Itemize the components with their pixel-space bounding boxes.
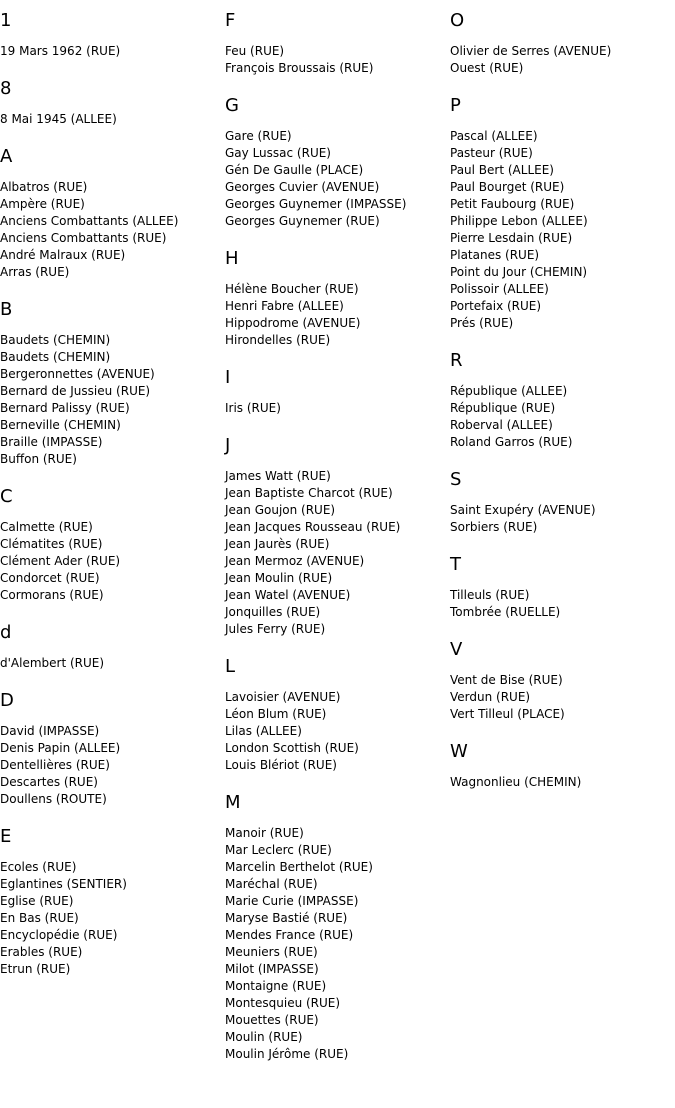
letter-group [0, 690, 220, 808]
street-link[interactable]: Verdun (RUE) [450, 690, 531, 704]
street-link[interactable]: Gay Lussac (RUE) [225, 146, 331, 160]
street-link[interactable]: Bernard de Jussieu (RUE) [0, 384, 151, 398]
letter-group [450, 469, 670, 536]
street-link[interactable]: Anciens Combattants (RUE) [0, 231, 167, 245]
street-link[interactable]: Jules Ferry (RUE) [225, 622, 326, 636]
letter-group [0, 299, 220, 468]
letter-group [225, 10, 445, 77]
street-link[interactable]: Portefaix (RUE) [450, 299, 542, 313]
street-link[interactable]: Berneville (CHEMIN) [0, 418, 121, 432]
letter-group [450, 741, 670, 791]
index-column [450, 10, 670, 809]
street-link[interactable]: Tombrée (RUELLE) [450, 605, 561, 619]
letter-group [450, 639, 670, 723]
letter-heading: C [0, 486, 13, 507]
street-link[interactable]: Moulin (RUE) [225, 1030, 303, 1044]
street-link[interactable]: 8 Mai 1945 (ALLEE) [0, 112, 117, 126]
street-link[interactable]: Bernard Palissy (RUE) [0, 401, 130, 415]
street-link[interactable]: Jean Goujon (RUE) [225, 503, 336, 517]
street-link[interactable]: Platanes (RUE) [450, 248, 540, 262]
letter-heading: V [450, 639, 463, 660]
street-link[interactable]: Jean Jaurès (RUE) [225, 537, 330, 551]
letter-group [450, 95, 670, 332]
street-link[interactable]: Paul Bourget (RUE) [450, 180, 565, 194]
letter-heading: F [225, 10, 236, 31]
letter-heading: E [0, 826, 12, 847]
letter-group [0, 10, 220, 60]
street-link[interactable]: Sorbiers (RUE) [450, 520, 538, 534]
street-link[interactable]: Jean Watel (AVENUE) [225, 588, 351, 602]
street-link[interactable]: Anciens Combattants (ALLEE) [0, 214, 179, 228]
street-link[interactable]: Georges Guynemer (RUE) [225, 214, 380, 228]
street-link[interactable]: Pasteur (RUE) [450, 146, 533, 160]
street-link[interactable]: Ouest (RUE) [450, 61, 524, 75]
street-link[interactable]: Dentellières (RUE) [0, 758, 110, 772]
street-link[interactable]: Eglise (RUE) [0, 894, 74, 908]
letter-group [225, 435, 445, 638]
letter-group [0, 146, 220, 281]
street-link[interactable]: Jean Moulin (RUE) [225, 571, 333, 585]
street-link[interactable]: Marie Curie (IMPASSE) [225, 894, 359, 908]
street-link[interactable]: République (ALLEE) [450, 384, 568, 398]
street-link[interactable]: Georges Guynemer (IMPASSE) [225, 197, 407, 211]
street-link[interactable]: Encyclopédie (RUE) [0, 928, 118, 942]
letter-heading: A [0, 146, 13, 167]
letter-group [450, 350, 670, 451]
street-link[interactable]: Feu (RUE) [225, 44, 285, 58]
index-column [0, 10, 220, 996]
letter-heading: H [225, 248, 239, 269]
street-link[interactable]: Jean Baptiste Charcot (RUE) [225, 486, 393, 500]
street-link[interactable]: Hippodrome (AVENUE) [225, 316, 361, 330]
letter-heading: 1 [0, 10, 12, 31]
street-link[interactable]: Lavoisier (AVENUE) [225, 690, 341, 704]
street-link[interactable]: Denis Papin (ALLEE) [0, 741, 121, 755]
street-link[interactable]: Philippe Lebon (ALLEE) [450, 214, 588, 228]
street-link[interactable]: Moulin Jérôme (RUE) [225, 1047, 349, 1061]
street-link[interactable]: 19 Mars 1962 (RUE) [0, 44, 121, 58]
letter-group [225, 248, 445, 349]
street-link[interactable]: Mar Leclerc (RUE) [225, 843, 332, 857]
letter-group [225, 367, 445, 417]
index-column [225, 10, 445, 1081]
street-link[interactable]: Montesquieu (RUE) [225, 996, 341, 1010]
letter-heading: G [225, 95, 239, 116]
street-link[interactable]: Georges Cuvier (AVENUE) [225, 180, 380, 194]
street-link[interactable]: Descartes (RUE) [0, 775, 98, 789]
letter-heading: L [225, 656, 236, 677]
street-link[interactable]: d'Alembert (RUE) [0, 656, 105, 670]
street-link[interactable]: En Bas (RUE) [0, 911, 79, 925]
street-link[interactable]: Pierre Lesdain (RUE) [450, 231, 573, 245]
street-link[interactable]: François Broussais (RUE) [225, 61, 374, 75]
letter-heading: S [450, 469, 462, 490]
street-link[interactable]: Ampère (RUE) [0, 197, 85, 211]
street-link[interactable]: Roland Garros (RUE) [450, 435, 573, 449]
street-link[interactable]: Ecoles (RUE) [0, 860, 77, 874]
street-link[interactable]: Cormorans (RUE) [0, 588, 104, 602]
street-link[interactable]: Iris (RUE) [225, 401, 281, 415]
street-link[interactable]: Albatros (RUE) [0, 180, 88, 194]
street-link[interactable]: Point du Jour (CHEMIN) [450, 265, 588, 279]
street-link[interactable]: République (RUE) [450, 401, 556, 415]
street-link[interactable]: Tilleuls (RUE) [450, 588, 530, 602]
street-link[interactable]: Wagnonlieu (CHEMIN) [450, 775, 582, 789]
street-link[interactable]: Meuniers (RUE) [225, 945, 318, 959]
street-link[interactable]: Roberval (ALLEE) [450, 418, 553, 432]
street-link[interactable]: André Malraux (RUE) [0, 248, 126, 262]
street-link[interactable]: Maryse Bastié (RUE) [225, 911, 348, 925]
letter-heading: W [450, 741, 468, 762]
letter-group [225, 656, 445, 774]
street-link[interactable]: Jonquilles (RUE) [225, 605, 321, 619]
letter-heading: T [450, 554, 461, 575]
letter-heading: B [0, 299, 13, 320]
letter-heading: I [225, 367, 231, 388]
street-link[interactable]: Vent de Bise (RUE) [450, 673, 563, 687]
street-link[interactable]: Hélène Boucher (RUE) [225, 282, 359, 296]
street-link[interactable]: Braille (IMPASSE) [0, 435, 103, 449]
letter-heading: D [0, 690, 14, 711]
street-link[interactable]: Pascal (ALLEE) [450, 129, 538, 143]
street-link[interactable]: Doullens (ROUTE) [0, 792, 107, 806]
street-link[interactable]: Montaigne (RUE) [225, 979, 327, 993]
letter-heading: d [0, 622, 12, 643]
street-link[interactable]: Baudets (CHEMIN) [0, 350, 111, 364]
street-link[interactable]: Prés (RUE) [450, 316, 514, 330]
letter-heading: R [450, 350, 463, 371]
street-link[interactable]: Manoir (RUE) [225, 826, 304, 840]
letter-group [0, 826, 220, 978]
street-link[interactable]: Buffon (RUE) [0, 452, 77, 466]
street-link[interactable]: London Scottish (RUE) [225, 741, 359, 755]
street-link[interactable]: Gén De Gaulle (PLACE) [225, 163, 364, 177]
street-link[interactable]: Clément Ader (RUE) [0, 554, 121, 568]
street-link[interactable]: Arras (RUE) [0, 265, 70, 279]
street-link[interactable]: Olivier de Serres (AVENUE) [450, 44, 612, 58]
street-link[interactable]: Polissoir (ALLEE) [450, 282, 549, 296]
letter-group [225, 95, 445, 230]
letter-heading: M [225, 792, 241, 813]
street-link[interactable]: Jean Jacques Rousseau (RUE) [225, 520, 401, 534]
letter-group [0, 622, 220, 672]
street-link[interactable]: David (IMPASSE) [0, 724, 100, 738]
street-link[interactable]: Saint Exupéry (AVENUE) [450, 503, 596, 517]
street-link[interactable]: Etrun (RUE) [0, 962, 71, 976]
street-link[interactable]: Clématites (RUE) [0, 537, 103, 551]
letter-heading: O [450, 10, 465, 31]
letter-group [0, 78, 220, 128]
street-link[interactable]: Maréchal (RUE) [225, 877, 318, 891]
street-link[interactable]: Condorcet (RUE) [0, 571, 100, 585]
street-link[interactable]: Hirondelles (RUE) [225, 333, 331, 347]
street-link[interactable]: Mouettes (RUE) [225, 1013, 319, 1027]
street-link[interactable]: Erables (RUE) [0, 945, 83, 959]
letter-group [450, 10, 670, 77]
letter-heading: J [225, 435, 231, 456]
street-link[interactable]: Petit Faubourg (RUE) [450, 197, 575, 211]
street-link[interactable]: Léon Blum (RUE) [225, 707, 327, 721]
letter-heading: P [450, 95, 461, 116]
street-link[interactable]: Lilas (ALLEE) [225, 724, 302, 738]
letter-heading: 8 [0, 78, 12, 99]
letter-group [0, 486, 220, 604]
street-link[interactable]: Paul Bert (ALLEE) [450, 163, 554, 177]
street-link[interactable]: Louis Blériot (RUE) [225, 758, 337, 772]
street-link[interactable]: Calmette (RUE) [0, 520, 93, 534]
street-link[interactable]: Baudets (CHEMIN) [0, 333, 111, 347]
letter-group [450, 554, 670, 621]
letter-group [225, 792, 445, 1063]
street-link[interactable]: James Watt (RUE) [225, 469, 331, 483]
street-link[interactable]: Marcelin Berthelot (RUE) [225, 860, 373, 874]
street-link[interactable]: Henri Fabre (ALLEE) [225, 299, 344, 313]
street-link[interactable]: Gare (RUE) [225, 129, 292, 143]
street-link[interactable]: Eglantines (SENTIER) [0, 877, 127, 891]
street-link[interactable]: Mendes France (RUE) [225, 928, 354, 942]
street-link[interactable]: Jean Mermoz (AVENUE) [225, 554, 365, 568]
street-link[interactable]: Milot (IMPASSE) [225, 962, 319, 976]
street-link[interactable]: Vert Tilleul (PLACE) [450, 707, 565, 721]
street-link[interactable]: Bergeronnettes (AVENUE) [0, 367, 155, 381]
